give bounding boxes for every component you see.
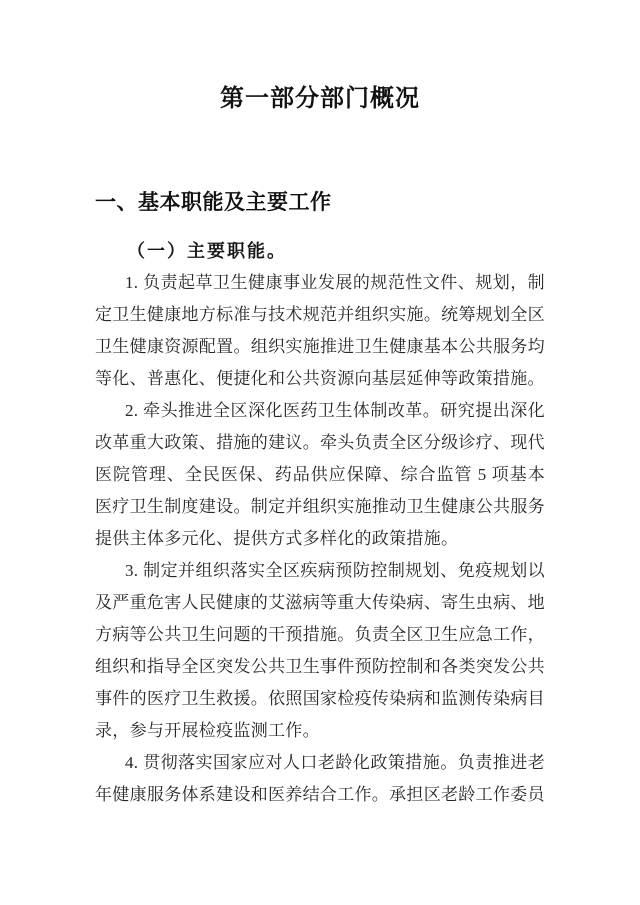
subsection-heading: （一）主要职能。 <box>127 241 287 261</box>
section-heading: 一、基本职能及主要工作 <box>95 191 332 214</box>
paragraph-duty-4: 4. 贯彻落实国家应对人口老龄化政策措施。负责推进老年健康服务体系建设和医养结合工作。承担区老龄工作委员 <box>95 753 545 804</box>
paragraph-duty-2: 2. 牵头推进全区深化医药卫生体制改革。研究提出深化改革重大政策、措施的建议。牵头负责全区分级诊疗、现代医院管理、全民医保、药品供应保障、综合监管 5 项基本医疗卫生制度建设。制定并组织实施推动卫生健康公共服务提供主体多元化、提供方式多样化的政策措施。 <box>95 401 545 548</box>
document-body <box>95 235 545 811</box>
paragraph-duty-1: 1. 负责起草卫生健康事业发展的规范性文件、规划，制定卫生健康地方标准与技术规范并组织实施。统筹规划全区卫生健康资源配置。组织实施推进卫生健康基本公共服务均等化、普惠化、便捷化和公共资源向基层延伸等政策措施。 <box>95 273 545 388</box>
paragraph-duty-3: 3. 制定并组织落实全区疾病预防控制规划、免疫规划以及严重危害人民健康的艾滋病等重大传染病、寄生虫病、地方病等公共卫生问题的干预措施。负责全区卫生应急工作，组织和指导全区突发公共卫生事件预防控制和各类突发公共事件的医疗卫生救援。依照国家检疫传染病和监测传染病目录，参与开展检疫监测工作。 <box>95 561 545 740</box>
page-title: 第一部分部门概况 <box>220 85 420 112</box>
